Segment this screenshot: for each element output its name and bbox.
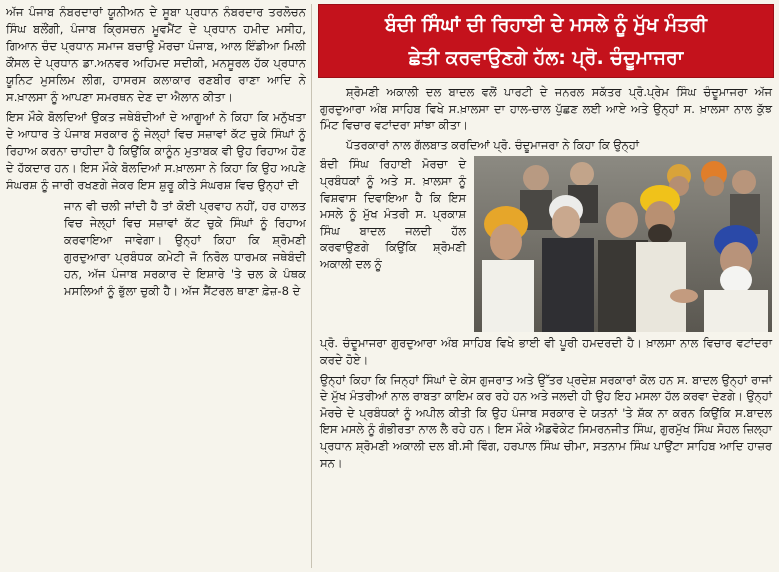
main-article <box>318 4 774 568</box>
left-paragraph-3: ਜਾਨ ਵੀ ਚਲੀ ਜਾਂਦੀ ਹੈ ਤਾਂ ਕੋਈ ਪ੍ਰਵਾਹ ਨਹੀਂ, ਹਰ ਹਾਲਤ ਵਿਚ ਜੇਲ੍ਹਾਂ ਵਿਚ ਸਜ਼ਾਵਾਂ ਕੱਟ ਚੁਕੇ ਸਿੰਘਾਂ ਨੂੰ ਰਿਹਾਅ ਕਰਵਾਇਆ ਜਾਵੇਗਾ। ਉਨ੍ਹਾਂ ਕਿਹਾ ਕਿ ਸ਼੍ਰੋਮਣੀ ਗੁਰਦੁਆਰਾ ਪ੍ਰਬੰਧਕ ਕਮੇਟੀ ਜੋ ਨਿਰੋਲ ਧਾਰਮਕ ਜਥੇਬੰਦੀ ਹਨ, ਅੱਜ ਪੰਜਾਬ ਸਰਕਾਰ ਦੇ ਇਸ਼ਾਰੇ 'ਤੇ ਚਲ ਕੇ ਪੰਥਕ ਮਸਲਿਆਂ ਨੂੰ ਭੁੱਲਾ ਚੁਕੀ ਹੈ। ਅੱਜ ਸੈਂਟਰਲ ਥਾਣਾ ਫ਼ੇਜ਼-8 ਦੇ <box>64 198 306 298</box>
left-paragraph-1: ਅੱਜ ਪੰਜਾਬ ਨੰਬਰਦਾਰਾਂ ਯੂਨੀਅਨ ਦੇ ਸੂਬਾ ਪ੍ਰਧਾਨ ਨੰਬਰਦਾਰ ਤਰਲੋਚਨ ਸਿੰਘ ਬਲੌਂਗੀ, ਪੰਜਾਬ ਕ੍ਰਿਸਚਨ ਮੂਵਮੈਂਟ ਦੇ ਪ੍ਰਧਾਨ ਹਮੀਦ ਮਸੀਹ, ਗਿਆਨ ਚੰਦ ਪ੍ਰਧਾਨ ਸਮਾਜ ਬਚਾਉ ਮੋਰਚਾ ਪੰਜਾਬ, ਆਲ ਇੰਡੀਆ ਮਿਲੀ ਕੌਂਸਲ ਦੇ ਪ੍ਰਧਾਨ ਡਾ.ਅਨਵਰ ਅਹਿਮਦ ਸਦੀਕੀ, ਮਨਸੂਰਲ ਹੱਕ ਪ੍ਰਧਾਨ ਯੂਨਿਟ ਮੁਸਲਿਮ ਲੀਗ, ਹਾਸਰਸ ਕਲਾਕਾਰ ਰਣਬੀਰ ਰਾਣਾ ਆਦਿ ਨੇ ਸ.ਖ਼ਾਲਸਾ ਨੂੰ ਆਪਣਾ ਸਮਰਥਨ ਦੇਣ ਦਾ ਐਲਾਨ ਕੀਤਾ। <box>6 5 306 104</box>
left-paragraph-2: ਇਸ ਮੌਕੇ ਬੋਲਦਿਆਂ ਉਕਤ ਜਥੇਬੰਦੀਆਂ ਦੇ ਆਗੂਆਂ ਨੇ ਕਿਹਾ ਕਿ ਮਨੁੱਖਤਾ ਦੇ ਆਧਾਰ ਤੇ ਪੰਜਾਬ ਸਰਕਾਰ ਨੂੰ ਜੇਲ੍ਹਾਂ ਵਿਚ ਸਜ਼ਾਵਾਂ ਕੱਟ ਚੁਕੇ ਸਿੰਘਾਂ ਨੂੰ ਰਿਹਾਅ ਕਰਨਾ ਚਾਹੀਦਾ ਹੈ ਕਿਉਂਕਿ ਕਾਨੂੰਨ ਮੁਤਾਬਕ ਵੀ ਉਹ ਰਿਹਾਅ ਹੋਣ ਦੇ ਹੱਕਦਾਰ ਹਨ। ਇਸ ਮੌਕੇ ਬੋਲਦਿਆਂ ਸ.ਖ਼ਾਲਸਾ ਨੇ ਕਿਹਾ ਕਿ ਉਹ ਅਪਣੇ ਸੰਘਰਸ਼ ਨੂੰ ਜਾਰੀ ਰਖਣਗੇ ਜੇਕਰ ਇਸ ਸ਼ੁਰੂ ਕੀਤੇ ਸੰਘਰਸ਼ ਵਿਚ ਉਨ੍ਹਾਂ ਦੀ <box>6 110 306 193</box>
article-paragraph-2-lead: ਪੱਤਰਕਾਰਾਂ ਨਾਲ ਗੱਲਬਾਤ ਕਰਦਿਆਂ ਪ੍ਰੋ. ਚੰਦੂਮਾਜਰਾ ਨੇ ਕਿਹਾ ਕਿ ਉਨ੍ਹਾਂ <box>346 137 639 152</box>
photo-caption: ਪ੍ਰੋ. ਚੰਦੂਮਾਜਰਾ ਗੁਰਦੁਆਰਾ ਅੰਬ ਸਾਹਿਬ ਵਿਖੇ ਭਾਈ ਵੀ ਪੂਰੀ ਹਮਦਰਦੀ ਹੈ। ਖ਼ਾਲਸਾ ਨਾਲ ਵਿਚਾਰ ਵਟਾਂਦਰਾ ਕਰਦੇ ਹੋਏ। <box>320 336 772 367</box>
article-paragraph-2-wrap: ਬੰਦੀ ਸਿੰਘ ਰਿਹਾਈ ਮੋਰਚਾ ਦੇ ਪ੍ਰਬੰਧਕਾਂ ਨੂੰ ਅਤੇ ਸ. ਖ਼ਾਲਸਾ ਨੂੰ ਵਿਸ਼ਵਾਸ ਦਿਵਾਇਆ ਹੈ ਕਿ ਇਸ ਮਸਲੇ ਨੂੰ ਮੁੱਖ ਮੰਤਰੀ ਸ. ਪ੍ਰਕਾਸ਼ ਸਿੰਘ ਬਾਦਲ ਜਲਦੀ ਹੱਲ ਕਰਵਾਉਣਗੇ ਕਿਉਂਕਿ ਸ਼੍ਰੋਮਣੀ ਅਕਾਲੀ ਦਲ ਨੂੰ <box>320 157 466 271</box>
photo-illustration <box>474 156 772 332</box>
article-paragraph-1: ਸ਼੍ਰੋਮਣੀ ਅਕਾਲੀ ਦਲ ਬਾਦਲ ਵਲੋਂ ਪਾਰਟੀ ਦੇ ਜਨਰਲ ਸਕੱਤਰ ਪ੍ਰੋ.ਪ੍ਰੇਮ ਸਿੰਘ ਚੰਦੂਮਾਜਰਾ ਅੱਜ ਗੁਰਦੁਆਰਾ ਅੰਬ ਸਾਹਿਬ ਵਿਖੇ ਸ.ਖ਼ਾਲਸਾ ਦਾ ਹਾਲ-ਚਾਲ ਪੁੱਛਣ ਲਈ ਆਏ ਅਤੇ ਉਨ੍ਹਾਂ ਸ. ਖ਼ਾਲਸਾ ਨਾਲ ਕੁੱਝ ਮਿੰਟ ਵਿਚਾਰ ਵਟਾਂਦਰਾ ਸਾਂਝਾ ਕੀਤਾ। <box>320 85 772 133</box>
photo-wrap <box>320 156 772 272</box>
news-photo <box>474 156 772 332</box>
article-body <box>318 78 774 471</box>
headline-box <box>318 4 774 78</box>
headline-line-1: ਬੰਦੀ ਸਿੰਘਾਂ ਦੀ ਰਿਹਾਈ ਦੇ ਮਸਲੇ ਨੂੰ ਮੁੱਖ ਮੰਤਰੀ <box>385 14 707 36</box>
article-paragraph-3: ਉਨ੍ਹਾਂ ਕਿਹਾ ਕਿ ਜਿਨ੍ਹਾਂ ਸਿੰਘਾਂ ਦੇ ਕੇਸ ਗੁਜਰਾਤ ਅਤੇ ਉੱਤਰ ਪ੍ਰਦੇਸ਼ ਸਰਕਾਰਾਂ ਕੋਲ ਹਨ ਸ. ਬਾਦਲ ਉਨ੍ਹਾਂ ਰਾਜਾਂ ਦੇ ਮੁੱਖ ਮੰਤਰੀਆਂ ਨਾਲ ਰਾਬਤਾ ਕਾਇਮ ਕਰ ਰਹੇ ਹਨ ਅਤੇ ਜਲਦੀ ਹੀ ਉਹ ਇਹ ਮਸਲਾ ਹੱਲ ਕਰਵਾ ਦੇਣਗੇ। ਉਨ੍ਹਾਂ ਮੋਰਚੇ ਦੇ ਪ੍ਰਬੰਧਕਾਂ ਨੂੰ ਅਪੀਲ ਕੀਤੀ ਕਿ ਉਹ ਪੰਜਾਬ ਸਰਕਾਰ ਦੇ ਯਤਨਾਂ 'ਤੇ ਸ਼ੱਕ ਨਾ ਕਰਨ ਕਿਉਂਕਿ ਸ.ਬਾਦਲ ਇਸ ਮਸਲੇ ਨੂੰ ਗੰਭੀਰਤਾ ਨਾਲ ਲੈ ਰਹੇ ਹਨ। ਇਸ ਮੌਕੇ ਐਡਵੋਕੇਟ ਸਿਮਰਨਜੀਤ ਸਿੰਘ, ਗੁਰਮੁੱਖ ਸਿੰਘ ਸੋਹਲ ਜ਼ਿਲ੍ਹਾ ਪ੍ਰਧਾਨ ਸ਼੍ਰੋਮਣੀ ਅਕਾਲੀ ਦਲ ਬੀ.ਸੀ ਵਿੰਗ, ਹਰਪਾਲ ਸਿੰਘ ਚੀਮਾ, ਸਤਨਾਮ ਸਿੰਘ ਪਾਉਂਟਾ ਸਾਹਿਬ ਆਦਿ ਹਾਜ਼ਰ ਸਨ। <box>320 372 772 470</box>
headline-line-2: ਛੇਤੀ ਕਰਵਾਉਣਗੇ ਹੱਲ: ਪ੍ਰੋ. ਚੰਦੂਮਾਜਰਾ <box>408 47 684 69</box>
left-column-story <box>6 4 306 566</box>
column-divider <box>311 4 312 568</box>
